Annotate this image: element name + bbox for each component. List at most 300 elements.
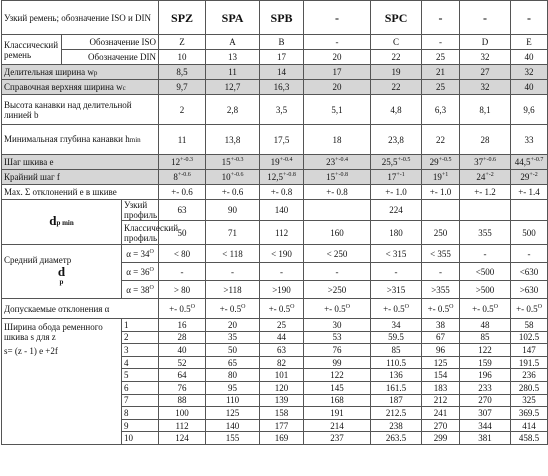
nominal-value: 19 bbox=[270, 157, 280, 167]
rim-width-label bbox=[2, 319, 122, 445]
table-cell: 11 bbox=[159, 125, 206, 155]
tolerance-value: +1 bbox=[441, 172, 449, 178]
pitch-e-label: Шаг шкива е bbox=[2, 155, 159, 170]
table-row bbox=[2, 95, 548, 125]
alpha-label bbox=[122, 245, 159, 263]
table-cell: 8,5 bbox=[159, 65, 206, 80]
table-cell: 212 bbox=[422, 394, 460, 407]
tolerance-cell bbox=[371, 170, 422, 185]
table-cell: 64 bbox=[159, 369, 206, 382]
label-subscript: c bbox=[122, 83, 126, 92]
tolerance-value: +-0.4 bbox=[335, 157, 348, 163]
table-cell: 158 bbox=[260, 407, 304, 420]
deviation-cell bbox=[371, 299, 422, 319]
tolerance-value: +-0.6 bbox=[483, 157, 496, 163]
table-cell: 17 bbox=[260, 50, 304, 65]
table-cell: 63 bbox=[159, 200, 206, 221]
table-cell: 96 bbox=[422, 344, 460, 357]
tolerance-cell bbox=[511, 155, 548, 170]
table-cell: 110.5 bbox=[371, 356, 422, 369]
table-cell: 22 bbox=[422, 125, 460, 155]
table-cell: >500 bbox=[460, 281, 511, 299]
table-cell: 140 bbox=[260, 200, 304, 221]
table-cell: 155 bbox=[206, 432, 260, 445]
table-cell: 30 bbox=[304, 319, 371, 332]
z-value: 1 bbox=[122, 319, 159, 332]
profile-header: SPA bbox=[206, 1, 260, 35]
deviation-value: +- 0.5 bbox=[516, 303, 538, 314]
table-cell: 355 bbox=[460, 221, 511, 245]
table-cell: 120 bbox=[260, 381, 304, 394]
table-cell: >630 bbox=[511, 281, 548, 299]
top-width-label bbox=[2, 80, 159, 95]
tolerance-cell bbox=[260, 170, 304, 185]
table-row bbox=[2, 155, 548, 170]
tolerance-cell bbox=[422, 155, 460, 170]
table-cell: 177 bbox=[260, 419, 304, 432]
nominal-value: 23 bbox=[326, 157, 336, 167]
table-row bbox=[2, 1, 548, 35]
profile-header: - bbox=[511, 1, 548, 35]
deviation-cell bbox=[260, 299, 304, 319]
table-cell: 11 bbox=[206, 65, 260, 80]
table-cell: 67 bbox=[422, 331, 460, 344]
table-cell: 224 bbox=[371, 200, 422, 221]
tolerance-value: +-0.3 bbox=[230, 157, 244, 163]
z-value: 7 bbox=[122, 394, 159, 407]
table-cell: >118 bbox=[206, 281, 260, 299]
table-cell: - bbox=[422, 263, 460, 281]
nominal-value: 12 bbox=[171, 157, 181, 167]
nominal-value: 12,5 bbox=[267, 172, 283, 182]
table-cell: 59.5 bbox=[371, 331, 422, 344]
table-cell: 76 bbox=[304, 344, 371, 357]
table-cell: A bbox=[206, 35, 260, 50]
rim-width-formula: s= (z - 1) e +2f bbox=[4, 346, 58, 356]
table-cell: 250 bbox=[422, 221, 460, 245]
table-row bbox=[2, 65, 548, 80]
table-cell: 125 bbox=[422, 356, 460, 369]
table-cell: 12,7 bbox=[206, 80, 260, 95]
table-cell: 2 bbox=[159, 95, 206, 125]
table-cell: 35 bbox=[206, 331, 260, 344]
table-cell bbox=[460, 200, 511, 221]
tolerance-value: +-0.4 bbox=[279, 157, 293, 163]
table-cell: 21 bbox=[422, 65, 460, 80]
deviation-value: +- 0.5 bbox=[324, 303, 346, 314]
table-cell: 32 bbox=[460, 50, 511, 65]
table-cell: C bbox=[371, 35, 422, 50]
profile-header: SPC bbox=[371, 1, 422, 35]
degree-mark: O bbox=[449, 303, 454, 310]
degree-mark: O bbox=[149, 284, 154, 291]
table-cell: 140 bbox=[206, 419, 260, 432]
table-cell: B bbox=[260, 35, 304, 50]
degree-mark: O bbox=[149, 266, 154, 273]
deviation-cell bbox=[511, 299, 548, 319]
nominal-value: 29 bbox=[520, 172, 530, 182]
z-value: 2 bbox=[122, 331, 159, 344]
table-cell: - bbox=[260, 263, 304, 281]
table-row bbox=[2, 170, 548, 185]
table-cell: +- 1.2 bbox=[460, 185, 511, 200]
dp-letter: d bbox=[49, 213, 57, 228]
table-cell: 44 bbox=[260, 331, 304, 344]
table-cell: 40 bbox=[511, 50, 548, 65]
table-cell: 307 bbox=[460, 407, 511, 420]
tolerance-value: +-0.5 bbox=[438, 157, 452, 163]
table-cell: - bbox=[371, 263, 422, 281]
table-row bbox=[2, 125, 548, 155]
table-cell: 22 bbox=[371, 50, 422, 65]
table-cell: >190 bbox=[260, 281, 304, 299]
classic-belt-label: Классический ремень bbox=[2, 35, 62, 65]
table-cell: 270 bbox=[460, 394, 511, 407]
deviation-cell bbox=[460, 299, 511, 319]
tolerance-value: +-0.8 bbox=[282, 172, 296, 178]
label-text: Минимальная глубина канавки h bbox=[4, 134, 130, 144]
dp-min-label bbox=[2, 200, 122, 245]
tolerance-value: +-0.6 bbox=[177, 172, 191, 178]
groove-height-label: Высота канавки над делительной линией b bbox=[2, 95, 159, 125]
alpha-label bbox=[122, 263, 159, 281]
nominal-value: 15 bbox=[221, 157, 231, 167]
z-value: 6 bbox=[122, 381, 159, 394]
table-cell: 95 bbox=[206, 381, 260, 394]
tolerance-cell bbox=[159, 155, 206, 170]
table-cell: 4,8 bbox=[371, 95, 422, 125]
table-row bbox=[2, 319, 548, 332]
max-deviation-label: Max. Σ отклонений е в шкиве bbox=[2, 185, 159, 200]
table-row bbox=[2, 50, 548, 65]
table-cell: 34 bbox=[371, 319, 422, 332]
table-cell: 236 bbox=[511, 369, 548, 382]
table-cell: +- 1.0 bbox=[371, 185, 422, 200]
table-cell: 33 bbox=[511, 125, 548, 155]
rim-width-title: Ширина обода ременного шкива s для z bbox=[4, 322, 103, 342]
tolerance-cell bbox=[422, 170, 460, 185]
table-cell: 50 bbox=[206, 344, 260, 357]
table-cell: 18 bbox=[304, 125, 371, 155]
profile-header: - bbox=[422, 1, 460, 35]
table-cell: 233 bbox=[460, 381, 511, 394]
table-cell: 38 bbox=[422, 319, 460, 332]
table-cell: 48 bbox=[460, 319, 511, 332]
table-cell: D bbox=[460, 35, 511, 50]
tolerance-value: +-2 bbox=[485, 172, 494, 178]
table-cell: - bbox=[206, 263, 260, 281]
table-cell bbox=[422, 200, 460, 221]
nominal-value: 24 bbox=[476, 172, 486, 182]
table-cell: 169 bbox=[260, 432, 304, 445]
label-subscript: p bbox=[93, 68, 98, 77]
table-cell: 147 bbox=[511, 344, 548, 357]
table-cell: 71 bbox=[206, 221, 260, 245]
deviation-value: +- 0.5 bbox=[169, 303, 191, 314]
table-cell: 27 bbox=[460, 65, 511, 80]
table-cell: Z bbox=[159, 35, 206, 50]
tolerance-cell bbox=[260, 155, 304, 170]
table-cell: 65 bbox=[206, 356, 260, 369]
table-cell: E bbox=[511, 35, 548, 50]
tolerance-cell bbox=[511, 170, 548, 185]
label-text: Делительная ширина w bbox=[4, 66, 94, 77]
table-cell: 53 bbox=[304, 331, 371, 344]
tolerance-value: +-0.3 bbox=[180, 157, 193, 163]
z-value: 9 bbox=[122, 419, 159, 432]
table-row bbox=[2, 200, 548, 221]
table-cell: 369.5 bbox=[511, 407, 548, 420]
table-cell: 58 bbox=[511, 319, 548, 332]
table-row bbox=[2, 80, 548, 95]
deviation-cell bbox=[206, 299, 260, 319]
table-cell: 139 bbox=[260, 394, 304, 407]
table-cell: 85 bbox=[371, 344, 422, 357]
table-cell: 40 bbox=[511, 80, 548, 95]
table-cell: 101 bbox=[260, 369, 304, 382]
alpha-text: α = 34 bbox=[126, 248, 150, 259]
table-cell: 125 bbox=[206, 407, 260, 420]
deviation-value: +- 0.5 bbox=[219, 303, 242, 314]
din-label: Обозначение DIN bbox=[62, 50, 159, 65]
table-cell: 22 bbox=[371, 80, 422, 95]
table-cell: 112 bbox=[159, 419, 206, 432]
nominal-value: 10 bbox=[221, 172, 231, 182]
table-cell: 10 bbox=[159, 50, 206, 65]
table-cell: 112 bbox=[260, 221, 304, 245]
table-cell: 100 bbox=[159, 407, 206, 420]
table-cell: > 80 bbox=[159, 281, 206, 299]
table-cell: - bbox=[511, 245, 548, 263]
table-cell: 28 bbox=[460, 125, 511, 155]
table-cell: 25 bbox=[422, 50, 460, 65]
table-cell: 154 bbox=[422, 369, 460, 382]
dp-subscript: p bbox=[59, 278, 64, 286]
table-cell: +- 0.8 bbox=[260, 185, 304, 200]
table-cell: 80 bbox=[206, 369, 260, 382]
alpha-tolerance-label: Допускаемые отклонения α bbox=[2, 299, 159, 319]
table-cell: 25 bbox=[260, 319, 304, 332]
table-cell bbox=[304, 200, 371, 221]
table-cell: +- 1.4 bbox=[511, 185, 548, 200]
table-cell: 500 bbox=[511, 221, 548, 245]
tolerance-cell bbox=[304, 155, 371, 170]
table-cell: 102.5 bbox=[511, 331, 548, 344]
table-cell: 122 bbox=[460, 344, 511, 357]
table-cell: 238 bbox=[371, 419, 422, 432]
table-cell: 9,6 bbox=[511, 95, 548, 125]
tolerance-value: +-0.8 bbox=[335, 172, 348, 178]
z-value: 10 bbox=[122, 432, 159, 445]
tolerance-cell bbox=[371, 155, 422, 170]
degree-mark: O bbox=[149, 248, 154, 255]
table-cell: 32 bbox=[511, 65, 548, 80]
table-cell: 88 bbox=[159, 394, 206, 407]
alpha-text: α = 36 bbox=[126, 266, 150, 277]
degree-mark: O bbox=[345, 303, 350, 310]
table-cell: >250 bbox=[304, 281, 371, 299]
pitch-width-label bbox=[2, 65, 159, 80]
tolerance-cell bbox=[460, 155, 511, 170]
narrow-profile-label: Узкий профиль bbox=[122, 200, 159, 221]
table-cell: 17 bbox=[304, 65, 371, 80]
table-cell: 25 bbox=[422, 80, 460, 95]
table-row bbox=[2, 185, 548, 200]
tolerance-cell bbox=[206, 170, 260, 185]
table-cell: 136 bbox=[371, 369, 422, 382]
degree-mark: O bbox=[290, 303, 295, 310]
tolerance-value: +-0.6 bbox=[230, 172, 244, 178]
profile-header: SPZ bbox=[159, 1, 206, 35]
table-cell: - bbox=[304, 35, 371, 50]
table-cell: 299 bbox=[422, 432, 460, 445]
table-cell: - bbox=[304, 263, 371, 281]
table-cell: +- 0.6 bbox=[159, 185, 206, 200]
table-cell: 52 bbox=[159, 356, 206, 369]
table-cell: 196 bbox=[460, 369, 511, 382]
table-cell: 237 bbox=[304, 432, 371, 445]
table-cell: 122 bbox=[304, 369, 371, 382]
degree-mark: O bbox=[404, 303, 409, 310]
table-cell: +- 1.0 bbox=[422, 185, 460, 200]
table-cell: < 190 bbox=[260, 245, 304, 263]
table-cell: <630 bbox=[511, 263, 548, 281]
table-cell: 414 bbox=[511, 419, 548, 432]
nominal-value: 25,5 bbox=[381, 157, 398, 167]
z-value: 8 bbox=[122, 407, 159, 420]
nominal-value: 8 bbox=[173, 172, 178, 182]
table-cell: 214 bbox=[304, 419, 371, 432]
mean-diameter-text: Средний диаметр bbox=[4, 255, 72, 265]
table-row bbox=[2, 245, 548, 263]
table-cell: 191.5 bbox=[511, 356, 548, 369]
dp-symbol bbox=[4, 266, 119, 288]
table-cell: +- 0.8 bbox=[304, 185, 371, 200]
label-text: Справочная верхняя ширина w bbox=[4, 81, 123, 92]
table-cell: 168 bbox=[304, 394, 371, 407]
deviation-value: +- 0.5 bbox=[268, 303, 291, 314]
pulley-spec-table bbox=[1, 0, 548, 445]
table-cell: 145 bbox=[304, 381, 371, 394]
dp-subscript: p min bbox=[56, 219, 74, 227]
table-cell: 458.5 bbox=[511, 432, 548, 445]
degree-mark: O bbox=[537, 303, 542, 310]
nominal-value: 19 bbox=[432, 172, 442, 182]
table-cell: >315 bbox=[371, 281, 422, 299]
nominal-value: 15 bbox=[326, 172, 336, 182]
table-cell: 8,1 bbox=[460, 95, 511, 125]
tolerance-cell bbox=[159, 170, 206, 185]
table-cell: 16,3 bbox=[260, 80, 304, 95]
profile-header: - bbox=[304, 1, 371, 35]
table-cell: 124 bbox=[159, 432, 206, 445]
deviation-value: +- 0.5 bbox=[383, 303, 405, 314]
table-cell: 270 bbox=[422, 419, 460, 432]
table-row bbox=[2, 299, 548, 319]
table-cell: 212.5 bbox=[371, 407, 422, 420]
z-value: 3 bbox=[122, 344, 159, 357]
table-cell: 159 bbox=[460, 356, 511, 369]
tolerance-cell bbox=[206, 155, 260, 170]
tolerance-value: +-2 bbox=[529, 172, 538, 178]
table-cell: 13 bbox=[206, 50, 260, 65]
z-value: 5 bbox=[122, 369, 159, 382]
table-cell: 2,8 bbox=[206, 95, 260, 125]
table-cell: 32 bbox=[460, 80, 511, 95]
table-cell: 50 bbox=[159, 221, 206, 245]
table-cell: < 355 bbox=[422, 245, 460, 263]
nominal-value: 44,5 bbox=[514, 157, 531, 167]
table-cell: 241 bbox=[422, 407, 460, 420]
tolerance-cell bbox=[304, 170, 371, 185]
classic-profile-label: Классический профиль bbox=[122, 221, 159, 245]
table-cell: 191 bbox=[304, 407, 371, 420]
table-cell: 76 bbox=[159, 381, 206, 394]
iso-label: Обозначение ISO bbox=[62, 35, 159, 50]
table-cell: 160 bbox=[304, 221, 371, 245]
table-cell bbox=[511, 200, 548, 221]
alpha-text: α = 38 bbox=[126, 284, 150, 295]
table-cell: 9,7 bbox=[159, 80, 206, 95]
table-cell: 110 bbox=[206, 394, 260, 407]
table-cell: 280.5 bbox=[511, 381, 548, 394]
tolerance-cell bbox=[460, 170, 511, 185]
table-cell: 187 bbox=[371, 394, 422, 407]
table-cell: 20 bbox=[304, 80, 371, 95]
alpha-label bbox=[122, 281, 159, 299]
nominal-value: 29 bbox=[429, 157, 439, 167]
deviation-cell bbox=[304, 299, 371, 319]
table-cell: 6,3 bbox=[422, 95, 460, 125]
table-cell: 23,8 bbox=[371, 125, 422, 155]
table-cell: 63 bbox=[260, 344, 304, 357]
nominal-value: 37 bbox=[474, 157, 484, 167]
table-cell: - bbox=[422, 35, 460, 50]
table-cell: >355 bbox=[422, 281, 460, 299]
z-value: 4 bbox=[122, 356, 159, 369]
table-cell: - bbox=[159, 263, 206, 281]
mean-diameter-label bbox=[2, 245, 122, 299]
tolerance-value: +-0.7 bbox=[530, 157, 544, 163]
table-cell: 20 bbox=[206, 319, 260, 332]
table-cell: 5,1 bbox=[304, 95, 371, 125]
table-cell: < 80 bbox=[159, 245, 206, 263]
table-cell: 19 bbox=[371, 65, 422, 80]
tolerance-value: +-1 bbox=[396, 172, 405, 178]
table-cell: 17,5 bbox=[260, 125, 304, 155]
table-cell: +- 0.6 bbox=[206, 185, 260, 200]
table-cell: 3,5 bbox=[260, 95, 304, 125]
nominal-value: 17 bbox=[387, 172, 397, 182]
deviation-cell bbox=[422, 299, 460, 319]
table-cell: 16 bbox=[159, 319, 206, 332]
table-cell: 85 bbox=[460, 331, 511, 344]
groove-depth-label bbox=[2, 125, 159, 155]
table-cell: 325 bbox=[511, 394, 548, 407]
table-cell: 40 bbox=[159, 344, 206, 357]
table-cell: <500 bbox=[460, 263, 511, 281]
table-cell: 381 bbox=[460, 432, 511, 445]
dp-letter: d bbox=[57, 264, 66, 279]
table-row bbox=[2, 35, 548, 50]
table-cell: < 250 bbox=[304, 245, 371, 263]
deviation-cell bbox=[159, 299, 206, 319]
table-cell: 263.5 bbox=[371, 432, 422, 445]
degree-mark: O bbox=[493, 303, 498, 310]
table-cell: 344 bbox=[460, 419, 511, 432]
table-cell: 28 bbox=[159, 331, 206, 344]
table-cell: 161.5 bbox=[371, 381, 422, 394]
